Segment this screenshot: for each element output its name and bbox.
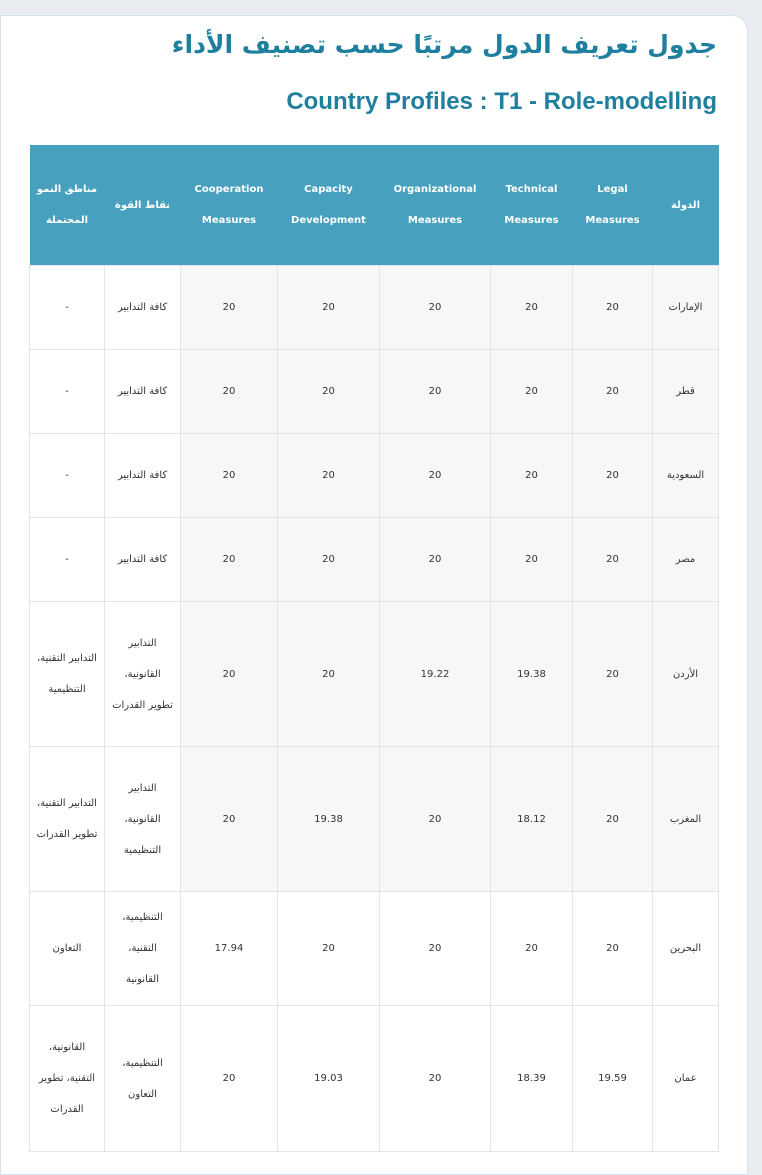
table-row bbox=[30, 892, 719, 1006]
cell-cooperation: 20 bbox=[181, 434, 278, 518]
table-row bbox=[30, 747, 719, 892]
cell-organizational: 20 bbox=[380, 350, 491, 434]
header-legal-measures: Legal Measures bbox=[573, 145, 653, 266]
cell-technical: 18.39 bbox=[491, 1006, 573, 1152]
cell-organizational: 20 bbox=[380, 434, 491, 518]
header-growth-areas: مناطق النمو المحتملة bbox=[30, 145, 105, 266]
table-row bbox=[30, 1006, 719, 1152]
cell-legal: 20 bbox=[573, 434, 653, 518]
cell-technical: 19.38 bbox=[491, 602, 573, 747]
cell-country: مصر bbox=[653, 518, 719, 602]
cell-technical: 20 bbox=[491, 892, 573, 1006]
cell-capacity: 20 bbox=[278, 434, 380, 518]
table-row bbox=[30, 266, 719, 350]
cell-strengths: كافة التدابير bbox=[105, 518, 181, 602]
cell-country: السعودية bbox=[653, 434, 719, 518]
cell-cooperation: 20 bbox=[181, 266, 278, 350]
cell-growth: - bbox=[30, 518, 105, 602]
cell-growth: التدابير التقنية، تطوير القدرات bbox=[30, 747, 105, 892]
cell-strengths: كافة التدابير bbox=[105, 434, 181, 518]
table-header-row bbox=[30, 145, 719, 266]
cell-strengths: كافة التدابير bbox=[105, 266, 181, 350]
cell-capacity: 20 bbox=[278, 892, 380, 1006]
cell-legal: 19.59 bbox=[573, 1006, 653, 1152]
cell-cooperation: 20 bbox=[181, 602, 278, 747]
table-row bbox=[30, 518, 719, 602]
cell-legal: 20 bbox=[573, 350, 653, 434]
cell-cooperation: 20 bbox=[181, 747, 278, 892]
cell-growth: التعاون bbox=[30, 892, 105, 1006]
cell-organizational: 20 bbox=[380, 1006, 491, 1152]
cell-technical: 20 bbox=[491, 266, 573, 350]
table-row bbox=[30, 350, 719, 434]
cell-organizational: 20 bbox=[380, 892, 491, 1006]
cell-strengths: التدابير القانونية، التنظيمية bbox=[105, 747, 181, 892]
cell-country: المغرب bbox=[653, 747, 719, 892]
cell-legal: 20 bbox=[573, 602, 653, 747]
cell-organizational: 20 bbox=[380, 518, 491, 602]
cell-capacity: 20 bbox=[278, 518, 380, 602]
cell-cooperation: 20 bbox=[181, 518, 278, 602]
cell-country: قطر bbox=[653, 350, 719, 434]
cell-organizational: 19.22 bbox=[380, 602, 491, 747]
cell-cooperation: 20 bbox=[181, 1006, 278, 1152]
cell-growth: - bbox=[30, 266, 105, 350]
cell-organizational: 20 bbox=[380, 747, 491, 892]
cell-growth: - bbox=[30, 434, 105, 518]
cell-technical: 18.12 bbox=[491, 747, 573, 892]
cell-country: الإمارات bbox=[653, 266, 719, 350]
header-cooperation-measures: Cooperation Measures bbox=[181, 145, 278, 266]
cell-country: البحرين bbox=[653, 892, 719, 1006]
cell-technical: 20 bbox=[491, 434, 573, 518]
cell-strengths: التنظيمية، التقنية، القانونية bbox=[105, 892, 181, 1006]
country-profiles-table bbox=[29, 145, 719, 1152]
cell-capacity: 20 bbox=[278, 602, 380, 747]
cell-legal: 20 bbox=[573, 518, 653, 602]
cell-country: عمان bbox=[653, 1006, 719, 1152]
cell-legal: 20 bbox=[573, 892, 653, 1006]
header-country: الدولة bbox=[653, 145, 719, 266]
page-subtitle-english: Country Profiles : T1 - Role-modelling bbox=[286, 88, 717, 115]
content-card bbox=[0, 15, 748, 1175]
cell-cooperation: 17.94 bbox=[181, 892, 278, 1006]
cell-legal: 20 bbox=[573, 266, 653, 350]
cell-growth: التدابير التقنية، التنظيمية bbox=[30, 602, 105, 747]
header-organizational-measures: Organizational Measures bbox=[380, 145, 491, 266]
header-strengths: نقاط القوة bbox=[105, 145, 181, 266]
table-row bbox=[30, 434, 719, 518]
cell-capacity: 19.03 bbox=[278, 1006, 380, 1152]
cell-strengths: التنظيمية، التعاون bbox=[105, 1006, 181, 1152]
cell-technical: 20 bbox=[491, 518, 573, 602]
cell-organizational: 20 bbox=[380, 266, 491, 350]
cell-capacity: 20 bbox=[278, 350, 380, 434]
cell-capacity: 20 bbox=[278, 266, 380, 350]
page-title-arabic: جدول تعريف الدول مرتبًا حسب تصنيف الأداء bbox=[171, 30, 717, 59]
header-capacity-development: Capacity Development bbox=[278, 145, 380, 266]
cell-strengths: التدابير القانونية، تطوير القدرات bbox=[105, 602, 181, 747]
cell-strengths: كافة التدابير bbox=[105, 350, 181, 434]
table-row bbox=[30, 602, 719, 747]
cell-technical: 20 bbox=[491, 350, 573, 434]
cell-growth: - bbox=[30, 350, 105, 434]
cell-legal: 20 bbox=[573, 747, 653, 892]
header-technical-measures: Technical Measures bbox=[491, 145, 573, 266]
cell-capacity: 19.38 bbox=[278, 747, 380, 892]
cell-cooperation: 20 bbox=[181, 350, 278, 434]
cell-country: الأردن bbox=[653, 602, 719, 747]
cell-growth: القانونية، التقنية، تطوير القدرات bbox=[30, 1006, 105, 1152]
